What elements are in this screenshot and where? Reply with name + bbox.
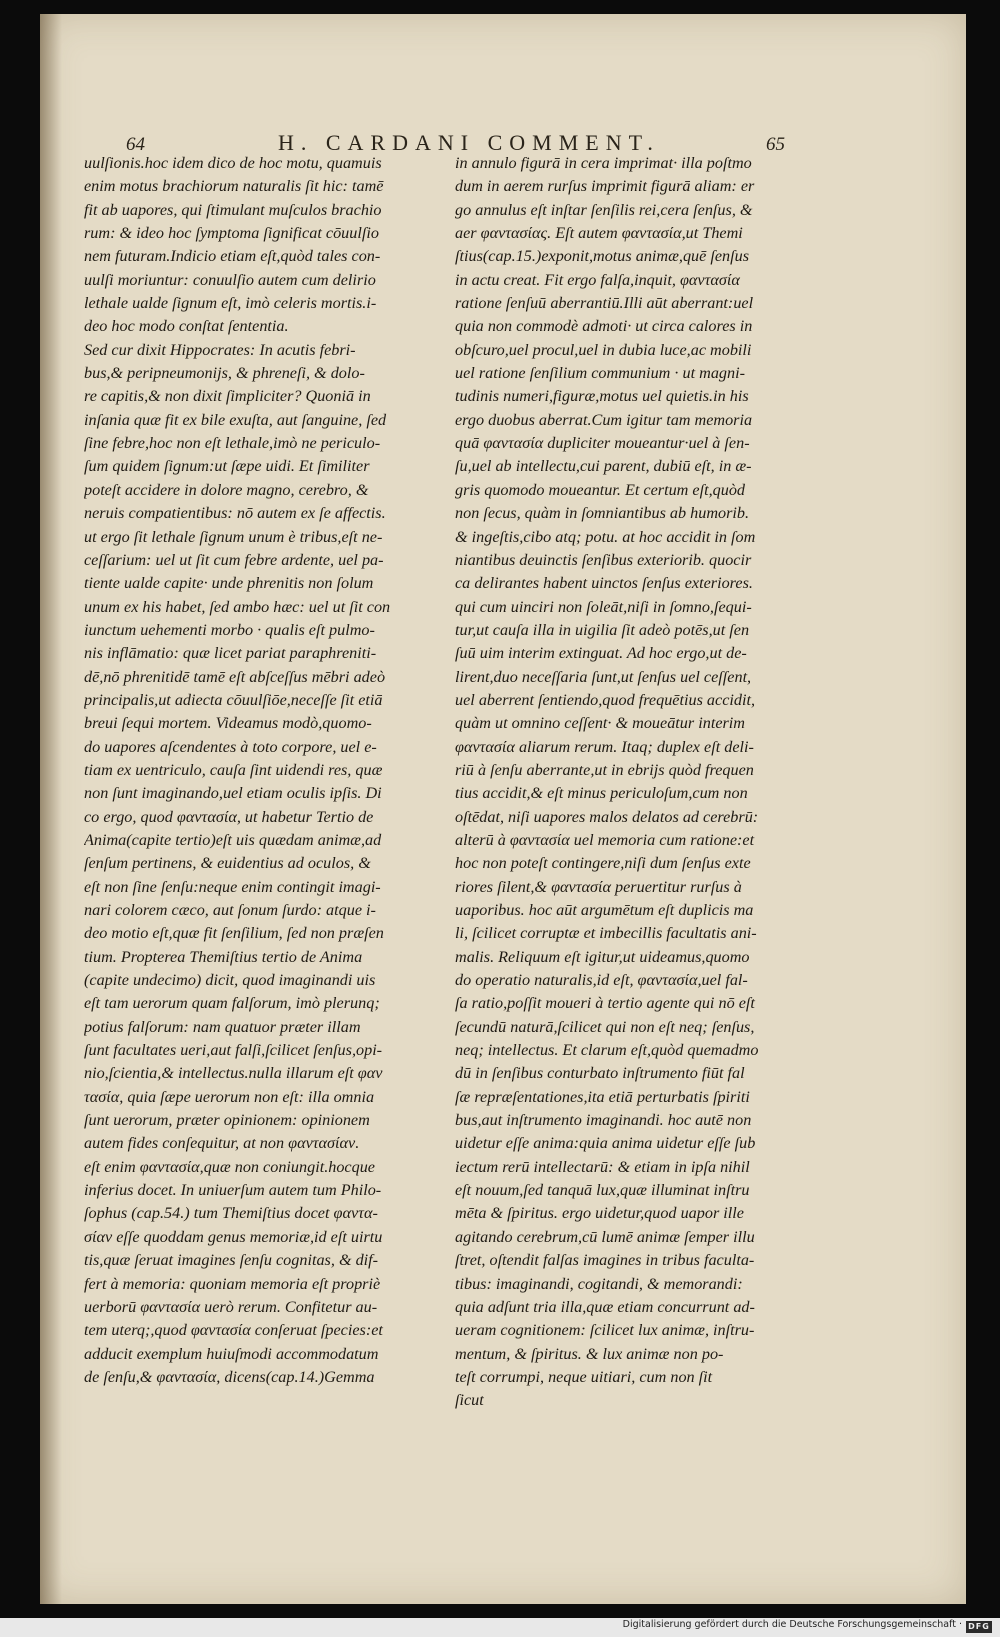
text-line: eſt tam uerorum quam falſorum, imò plerunq; bbox=[84, 994, 380, 1013]
text-line: ſa ratio,poſſit moueri à tertio agente qui nō eſt bbox=[455, 994, 755, 1013]
text-line: do operatio naturalis,id eſt, φαντασία,uel fal- bbox=[455, 971, 748, 990]
footer-bar bbox=[0, 1618, 1000, 1637]
text-line: iunctum uehementi morbo · qualis eſt pulmo- bbox=[84, 620, 375, 639]
text-line: ſuū uim interim extinguat. Ad hoc ergo,ut de- bbox=[455, 644, 747, 663]
text-line: tis,quæ ſeruat imagines ſenſu cognitas, & dif- bbox=[84, 1251, 379, 1270]
text-line: inſania quæ fit ex bile exuſta, aut ſanguine, ſed bbox=[84, 410, 387, 429]
text-line: uulſi moriuntur: conuulſio autem cum delirio bbox=[84, 270, 376, 289]
text-line: uel ratione ſenſilium communium · ut magni- bbox=[455, 364, 745, 383]
text-line: malis. Reliquum eſt igitur,ut uideamus,quomo bbox=[455, 947, 750, 966]
text-line: uel aberrent ſentiendo,quod frequētius accidit, bbox=[455, 690, 756, 709]
text-line: ueram cognitionem: ſcilicet lux animæ, inſtru- bbox=[455, 1321, 755, 1340]
text-line: niantibus deuinctis ſenſibus exteriorib. quocir bbox=[455, 550, 752, 569]
text-line: ſophus (cap.54.) tum Themiſtius docet φαντα- bbox=[84, 1204, 378, 1223]
text-line: non ſecus, quàm in ſomniantibus ab humorib. bbox=[455, 504, 750, 523]
text-line: ſtius(cap.15.)exponit,motus animæ,quē ſenſus bbox=[455, 247, 750, 266]
text-line: bus,& peripneumonijs, & phreneſi, & dolo- bbox=[84, 364, 365, 383]
text-line: obſcuro,uel procul,uel in dubia luce,ac mobili bbox=[455, 340, 752, 359]
text-line: adducit exemplum huiuſmodi accommodatum bbox=[84, 1344, 379, 1363]
text-line: ſæ repræſentationes,ita etiā perturbatis ſpiriti bbox=[455, 1087, 750, 1106]
text-line: (capite undecimo) dicit, quod imaginandi uis bbox=[84, 971, 376, 990]
text-line: ſecundū naturā,ſcilicet qui non eſt neq; ſenſus, bbox=[455, 1017, 755, 1036]
text-line: neq; intellectus. Et clarum eſt,quòd quemadmo bbox=[455, 1041, 759, 1060]
text-line: ſicut bbox=[455, 1391, 484, 1410]
text-line: fert à memoria: quoniam memoria eſt propriè bbox=[84, 1274, 381, 1293]
text-line: tem uterq;,quod φαντασία conſeruat ſpecies:et bbox=[84, 1321, 383, 1340]
text-line: unum ex his habet, ſed ambo hæc: uel ut ſit con bbox=[84, 597, 391, 616]
text-line: tudinis numeri,figuræ,motus uel quietis.in his bbox=[455, 387, 749, 406]
text-line: deo motio eſt,quæ fit ſenſilium, ſed non præſen bbox=[84, 924, 384, 943]
text-line: non ſunt imaginando,uel etiam oculis ipſis. Di bbox=[84, 784, 382, 803]
text-line: de ſenſu,& φαντασία, dicens(cap.14.)Gemma bbox=[84, 1367, 375, 1386]
text-line: ſtret, oſtendit falſas imagines in tribus faculta- bbox=[455, 1251, 755, 1270]
text-line: Anima(capite tertio)eſt uis quædam animæ,ad bbox=[84, 830, 382, 849]
text-line: ratione ſenſuū aberrantiū.Illi aūt aberrant:uel bbox=[455, 294, 754, 313]
text-line: φαντασία aliarum rerum. Itaq; duplex eſt deli- bbox=[455, 737, 754, 756]
text-line: bus,aut inſtrumento imaginandi. hoc autē non bbox=[455, 1111, 752, 1130]
text-line: do uapores aſcendentes à toto corpore, uel e- bbox=[84, 737, 377, 756]
text-line: tius accidit,& eſt minus periculoſum,cum non bbox=[455, 784, 748, 803]
text-line: gris quomodo moueantur. Et certum eſt,quòd bbox=[455, 480, 746, 499]
text-line: ſenſum pertinens, & euidentius ad oculos, & bbox=[84, 854, 371, 873]
text-line: breui ſequi mortem. Videamus modò,quomo- bbox=[84, 714, 372, 733]
text-line: dē,nō phrenitidē tamē eſt abſceſſus mēbri adeò bbox=[84, 667, 386, 686]
text-line: τασία, quia ſæpe uerorum non eſt: illa omnia bbox=[84, 1087, 375, 1106]
text-line: potius falſorum: nam quatuor præter illam bbox=[84, 1017, 361, 1036]
text-line: autem fides conſequitur, at non φαντασίαν. bbox=[84, 1134, 360, 1153]
text-line: aer φαντασίας. Eſt autem φαντασία,ut Themi bbox=[455, 224, 743, 243]
text-line: riores ſilent,& φαντασία peruertitur rurſus à bbox=[455, 877, 742, 896]
text-line: neruis compatientibus: nō autem ex ſe affectis. bbox=[84, 504, 386, 523]
text-line: ergo duobus aberrat.Cum igitur tam memoria bbox=[455, 410, 753, 429]
text-line: ſine febre,hoc non eſt lethale,imò ne periculo- bbox=[84, 434, 381, 453]
text-line: agitando cerebrum,cū lumē animæ ſemper illu bbox=[455, 1227, 755, 1246]
text-line: fit ab uapores, qui ſtimulant muſculos brachio bbox=[84, 200, 382, 219]
text-line: nis inflāmatio: quæ licet pariat paraphreniti- bbox=[84, 644, 377, 663]
text-line: ſunt facultates ueri,aut falſi,ſcilicet ſenſus,opi- bbox=[84, 1041, 383, 1060]
text-line: & ingeſtis,cibo atq; potu. at hoc accidit in ſom bbox=[455, 527, 756, 546]
text-line: in annulo figurā in cera imprimat· illa poſtmo bbox=[455, 154, 752, 172]
text-line: lethale ualde ſignum eſt, imò celeris mortis.i- bbox=[84, 294, 377, 313]
text-line: tibus: imaginandi, cogitandi, & memorandi: bbox=[455, 1274, 743, 1293]
text-line: enim motus brachiorum naturalis ſit hic: tamē bbox=[84, 177, 384, 196]
text-line: nio,ſcientia,& intellectus.nulla illarum eſt φαν bbox=[84, 1064, 383, 1083]
text-line: qui cum uinciri non ſoleāt,niſi in ſomno,ſequi- bbox=[455, 597, 752, 616]
text-line: ca delirantes habent uinctos ſenſus exteriores. bbox=[455, 574, 753, 593]
text-line: uidetur eſſe anima:quia anima uidetur eſſe ſub bbox=[455, 1134, 756, 1153]
dfg-logo: DFG bbox=[966, 1621, 992, 1633]
text-line: inferius docet. In uniuerſum autem tum Philo- bbox=[84, 1181, 382, 1200]
text-line: Sed cur dixit Hippocrates: In acutis febri- bbox=[84, 340, 356, 359]
text-line: eſt enim φαντασία,quæ non coniungit.hocque bbox=[84, 1157, 375, 1176]
text-line: go annulus eſt inſtar ſenſilis rei,cera ſenſus, & bbox=[455, 200, 753, 219]
text-line: quia adſunt tria illa,quæ etiam concurrunt ad- bbox=[455, 1297, 755, 1316]
text-line: σίαν eſſe quoddam genus memoriæ,id eſt uirtu bbox=[84, 1227, 383, 1246]
text-line: ſum quidem ſignum:ut ſæpe uidi. Et ſimiliter bbox=[84, 457, 370, 476]
text-line: teſt corrumpi, neque uitiari, cum non ſit bbox=[455, 1367, 713, 1386]
text-line: eſt non ſine ſenſu:neque enim contingit imagi- bbox=[84, 877, 381, 896]
text-line: tiam ex uentriculo, cauſa ſint uidendi res, quæ bbox=[84, 760, 383, 779]
text-line: nem futuram.Indicio etiam eſt,quòd tales con- bbox=[84, 247, 381, 266]
text-line: tium. Propterea Themiſtius tertio de Anima bbox=[84, 947, 363, 966]
text-line: riū à ſenſu aberrante,ut in ebrijs quòd frequen bbox=[455, 760, 754, 779]
text-line: ut ergo ſit lethale ſignum unum è tribus,eſt ne- bbox=[84, 527, 383, 546]
left-text-column bbox=[84, 152, 414, 1389]
text-line: mēta & ſpiritus. ergo uidetur,quod uapor ille bbox=[455, 1204, 744, 1223]
text-line: rum: & ideo hoc ſymptoma ſignificat cōuulſio bbox=[84, 224, 379, 243]
text-line: uulſionis.hoc idem dico de hoc motu, quamuis bbox=[84, 154, 382, 172]
text-line: poteſt accidere in dolore magno, cerebro, & bbox=[84, 480, 369, 499]
text-line: in actu creat. Fit ergo falſa,inquit, φαντασία bbox=[455, 270, 740, 289]
folio-right: 65 bbox=[766, 134, 785, 155]
text-line: ſu,uel ab intellectu,cui parent, dubiū eſt, in æ- bbox=[455, 457, 752, 476]
text-line: dum in aerem rurſus imprimit figurā aliam: er bbox=[455, 177, 755, 196]
funding-credit: Digitalisierung gefördert durch die Deutsche Forschungsgemeinschaft · bbox=[622, 1619, 962, 1630]
text-line: uerborū φαντασία uerò rerum. Confitetur au- bbox=[84, 1297, 378, 1316]
text-line: re capitis,& non dixit ſimpliciter? Quoniā in bbox=[84, 387, 371, 406]
text-line: deo hoc modo conſtat ſententia. bbox=[84, 317, 289, 336]
text-line: alterū à φαντασία uel memoria cum ratione:et bbox=[455, 830, 755, 849]
text-line: eſt nouum,ſed tanquā lux,quæ illuminat inſtru bbox=[455, 1181, 750, 1200]
text-line: dū in ſenſibus conturbato inſtrumento fiūt fal bbox=[455, 1064, 745, 1083]
text-line: lirent,duo neceſſaria ſunt,ut ſenſus uel ceſſent, bbox=[455, 667, 752, 686]
text-line: nari colorem cæco, aut ſonum ſurdo: atque i- bbox=[84, 901, 376, 919]
text-line: principalis,ut adiecta cōuulſiōe,neceſſe ſit etiā bbox=[84, 690, 383, 709]
text-line: quā φαντασία dupliciter moueantur·uel à ſen- bbox=[455, 434, 750, 453]
text-line: quàm ut omnino ceſſent· & moueātur interim bbox=[455, 714, 745, 733]
text-line: hoc non poteſt contingere,niſi dum ſenſus exte bbox=[455, 854, 751, 873]
text-line: co ergo, quod φαντασία, ut habetur Tertio de bbox=[84, 807, 374, 826]
text-line: oſtēdat, niſi uapores malos delatos ad cerebrū: bbox=[455, 807, 759, 826]
running-head: H. CARDANI COMMENT. bbox=[278, 130, 660, 155]
text-line: tiente ualde capite· unde phrenitis non ſolum bbox=[84, 574, 374, 593]
text-line: uaporibus. hoc aūt argumētum eſt duplicis ma bbox=[455, 901, 754, 919]
folio-left: 64 bbox=[126, 134, 145, 155]
text-line: ſunt uerorum, præter opinionem: opinionem bbox=[84, 1111, 370, 1130]
right-text-column bbox=[455, 152, 793, 1413]
text-line: iectum rerū intellectarū: & etiam in ipſa nihil bbox=[455, 1157, 750, 1176]
text-line: mentum, & ſpiritus. & lux animæ non po- bbox=[455, 1344, 724, 1363]
text-line: tur,ut cauſa illa in uigilia ſit adeò potēs,ut ſen bbox=[455, 620, 750, 639]
text-line: ceſſarium: uel ut ſit cum febre ardente, uel pa- bbox=[84, 550, 384, 569]
text-line: li, ſcilicet corruptæ et imbecillis facultatis ani- bbox=[455, 924, 757, 943]
text-line: quia non commodè admoti· ut circa calores in bbox=[455, 317, 753, 336]
